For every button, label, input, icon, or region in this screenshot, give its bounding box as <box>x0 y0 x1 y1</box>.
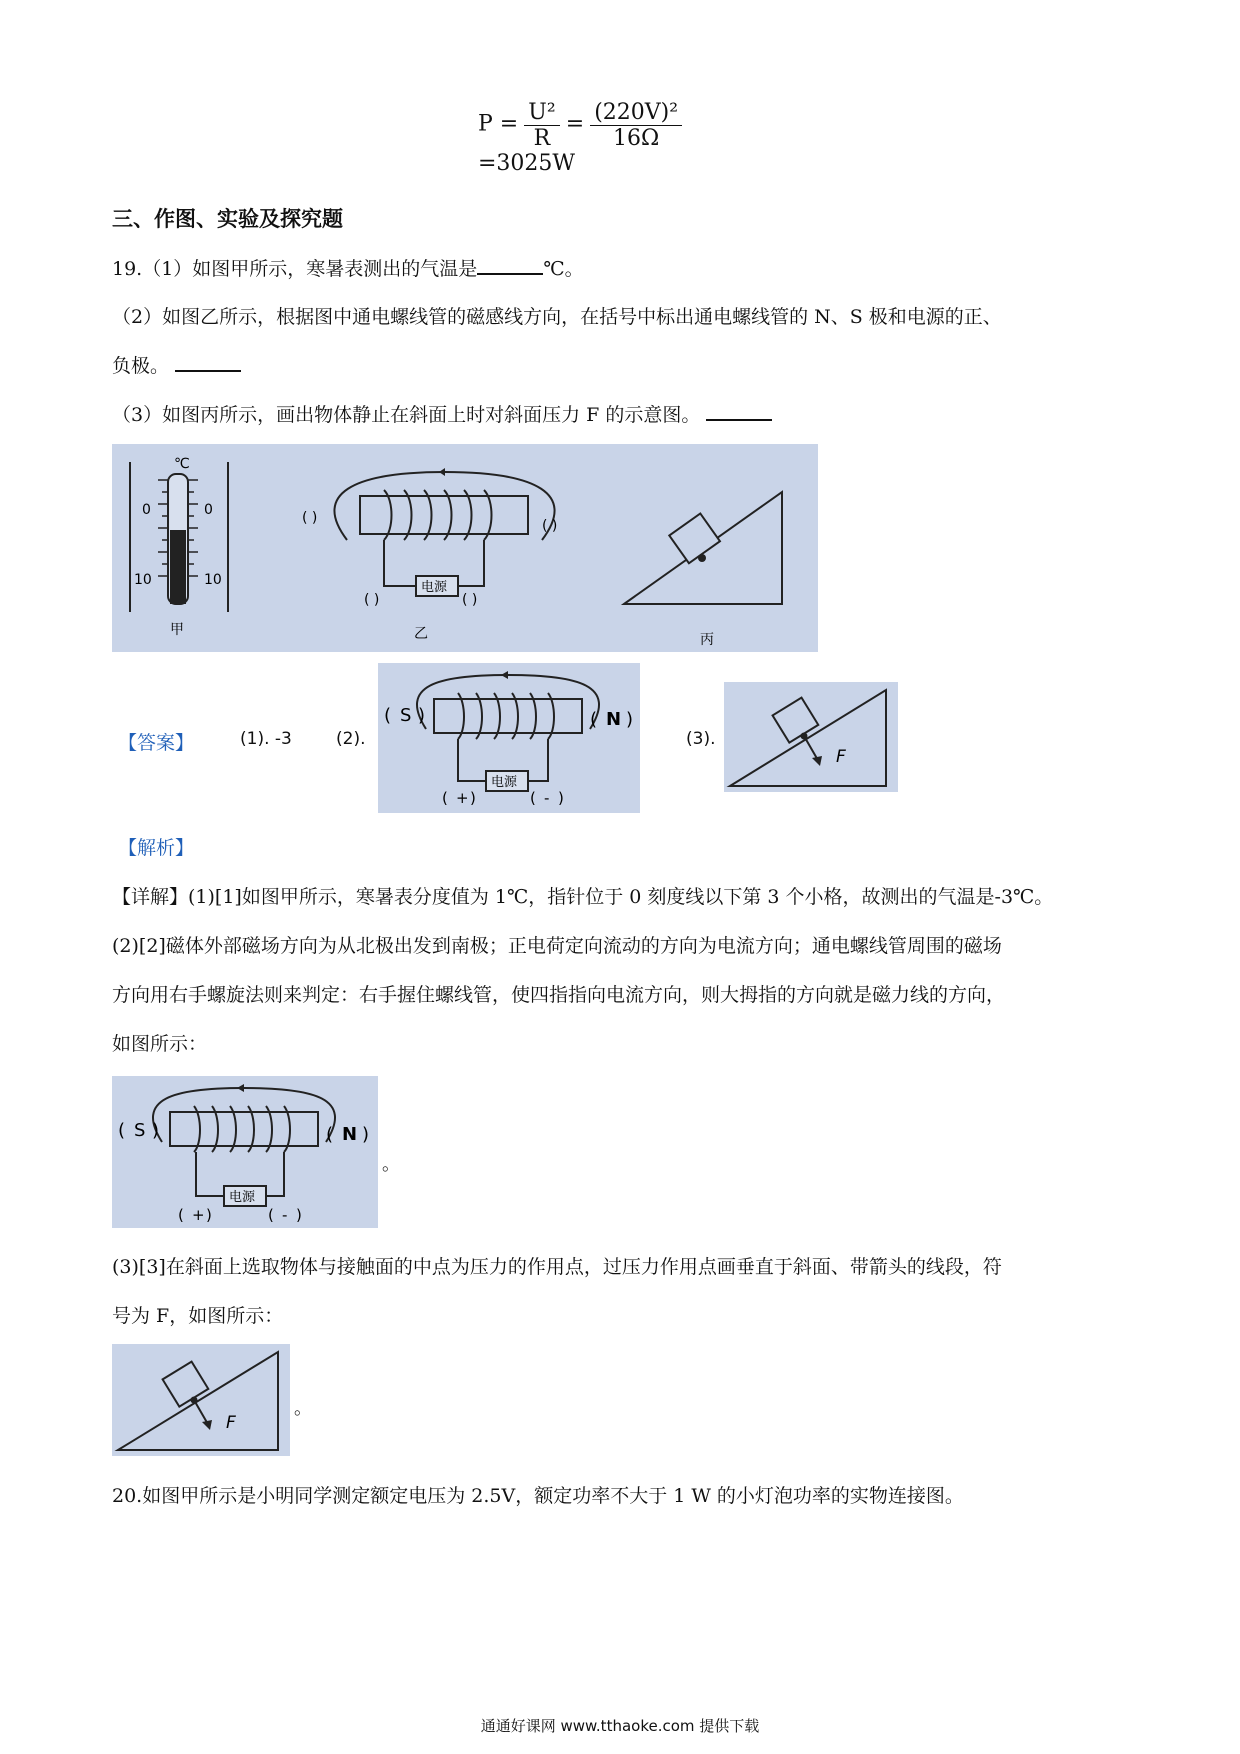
q19-part1 <box>112 254 584 281</box>
tick-10-left: 10 <box>134 572 152 588</box>
formula-fraction-1-denominator: R <box>533 126 551 151</box>
force-label: F <box>836 747 846 767</box>
formula-lhs: P = <box>478 111 519 137</box>
bracket-open: ( <box>118 1120 126 1141</box>
bracket-close: ) <box>362 1124 370 1145</box>
answer-item-3: (3). <box>686 729 716 749</box>
bracket-open: ( <box>384 705 392 726</box>
pole-s-label: S <box>134 1120 146 1141</box>
bracket-close: ) <box>296 1206 302 1224</box>
bracket-open: ( <box>590 709 598 730</box>
detail-part2-line2: 方向用右手螺旋法则来判定：右手握住螺线管，使四指指向电流方向，则大拇指的方向就是磁力线的方向， <box>112 984 1006 1006</box>
q19-part2-line2 <box>112 351 241 378</box>
bracket-open: ( <box>530 789 536 807</box>
section-title: 三、作图、实验及探究题 <box>112 207 343 231</box>
q20-text: 20.如图甲所示是小明同学测定额定电压为 2.5V，额定功率不大于 1 W 的小灯泡功率的实物连接图。 <box>112 1485 964 1507</box>
bracket-left: ( ) <box>302 510 318 526</box>
plus-label: + <box>456 789 469 807</box>
bracket-open: ( <box>326 1124 334 1145</box>
period-mark: 。 <box>382 1154 400 1175</box>
bracket-open: ( <box>178 1206 184 1224</box>
bracket-close: ) <box>206 1206 212 1224</box>
bracket-close: ) <box>626 709 634 730</box>
formula-fraction-1-numerator: U² <box>524 100 559 126</box>
pole-n-label: N <box>606 709 622 730</box>
question-figure <box>112 444 818 652</box>
q19-part3-text: （3）如图丙所示，画出物体静止在斜面上时对斜面压力 F 的示意图。 <box>112 404 701 426</box>
q19-part2-line1: （2）如图乙所示，根据图中通电螺线管的磁感线方向，在括号中标出通电螺线管的 N、S 极和电源的正、 <box>112 306 1002 328</box>
tick-0-right: 0 <box>204 502 213 518</box>
minus-label: - <box>544 789 550 807</box>
detail-part2-line3: 如图所示： <box>112 1033 208 1055</box>
detail-part3-line2: 号为 F，如图所示： <box>112 1305 284 1327</box>
formula-equals: = <box>565 111 585 137</box>
power-source-label: 电源 <box>421 580 448 595</box>
detail-part3-line1: (3)[3]在斜面上选取物体与接触面的中点为压力的作用点，过压力作用点画垂直于斜面、带箭头的线段，符 <box>112 1256 1002 1278</box>
formula-fraction-1 <box>524 100 559 151</box>
analysis-incline-image <box>112 1344 290 1456</box>
bracket-right: ( ) <box>542 518 558 534</box>
answer-blank <box>477 255 543 275</box>
q19-part1-text: 19.（1）如图甲所示，寒暑表测出的气温是 <box>112 258 478 280</box>
formula-result: =3025W <box>478 151 576 176</box>
analysis-solenoid-image <box>112 1076 378 1228</box>
q19-part2-line2-text: 负极。 <box>112 355 170 377</box>
celsius-label: ℃ <box>174 456 190 472</box>
answer-label: 【答案】 <box>118 732 195 754</box>
power-source-label: 电源 <box>229 1190 256 1205</box>
tick-10-right: 10 <box>204 572 222 588</box>
bracket-open: ( <box>442 789 448 807</box>
answer-incline-image <box>724 682 898 792</box>
tick-0-left: 0 <box>142 502 151 518</box>
label-yi: 乙 <box>414 626 428 642</box>
power-formula <box>478 100 778 180</box>
page-footer: 通通好课网 www.tthaoke.com 提供下载 <box>480 1717 760 1735</box>
answer-blank <box>175 352 241 372</box>
label-bing: 丙 <box>700 632 714 648</box>
formula-fraction-2-numerator: (220V)² <box>590 100 682 126</box>
pole-n-label: N <box>342 1124 358 1145</box>
q19-part1-unit: ℃。 <box>543 258 584 280</box>
bracket-bottom-left: ( ) <box>364 592 380 608</box>
bracket-close: ) <box>470 789 476 807</box>
answer-item-2: (2). <box>336 729 366 749</box>
bracket-close: ) <box>558 789 564 807</box>
power-source-label: 电源 <box>491 775 518 790</box>
answer-solenoid-image <box>378 663 640 813</box>
pole-s-label: S <box>400 705 412 726</box>
formula-fraction-2-denominator: 16Ω <box>613 126 660 151</box>
bracket-bottom-right: ( ) <box>462 592 478 608</box>
bracket-close: ) <box>418 705 426 726</box>
minus-label: - <box>282 1206 288 1224</box>
q19-part3 <box>112 400 772 427</box>
answer-item-1: (1). -3 <box>240 729 292 749</box>
detail-part1: 【详解】(1)[1]如图甲所示，寒暑表分度值为 1℃，指针位于 0 刻度线以下第 3 个小格，故测出的气温是-3℃。 <box>112 886 1054 908</box>
bracket-close: ) <box>152 1120 160 1141</box>
answer-blank <box>706 401 772 421</box>
formula-fraction-2 <box>590 100 682 151</box>
plus-label: + <box>192 1206 205 1224</box>
detail-part2-line1: (2)[2]磁体外部磁场方向为从北极出发到南极；正电荷定向流动的方向为电流方向；通电螺线管周围的磁场 <box>112 935 1002 957</box>
analysis-label: 【解析】 <box>118 837 195 859</box>
force-label: F <box>226 1413 236 1433</box>
bracket-open: ( <box>268 1206 274 1224</box>
label-jia: 甲 <box>170 622 184 638</box>
period-mark: 。 <box>294 1398 312 1419</box>
